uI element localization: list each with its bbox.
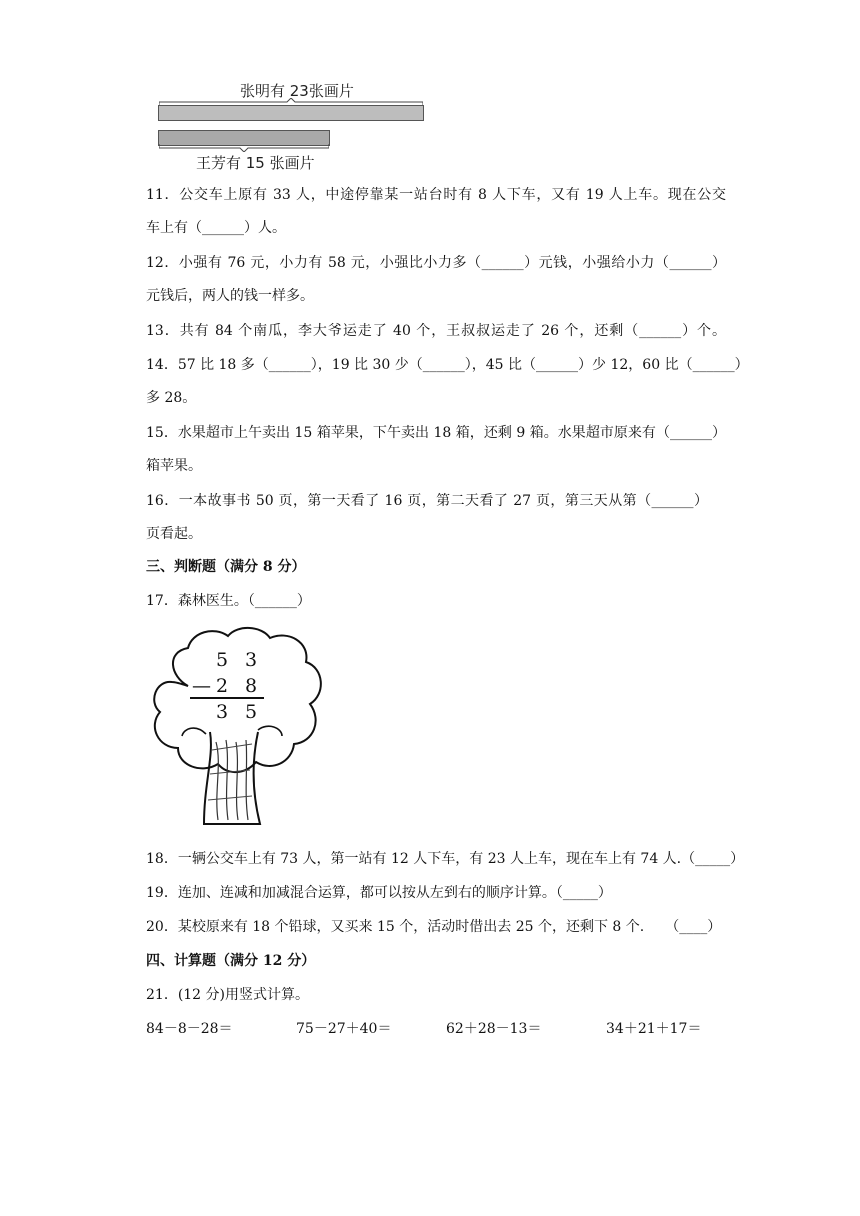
question-16-line-2: 页看起。 [146,526,202,542]
question-20: 20．某校原来有 18 个铅球，又买来 15 个，活动时借出去 25 个，还剩下 8 个. （____） [146,919,722,935]
question-11-line-1: 11．公交车上原有 33 人，中途停靠某一站台时有 8 人下车，又有 19 人上车。现在公交 [146,187,726,203]
bar-zhangming [158,105,424,121]
question-21: 21．(12 分)用竖式计算。 [146,987,310,1003]
tree-digit-r2-2: 8 [245,675,258,697]
tree-minus-sign: — [192,675,211,697]
question-15-line-1: 15．水果超市上午卖出 15 箱苹果，下午卖出 18 箱，还剩 9 箱。水果超市原来有（______） [146,425,726,441]
question-15-line-2: 箱苹果。 [146,458,202,474]
section-4-title: 四、计算题（满分 12 分） [146,953,316,969]
question-16-line-1: 16．一本故事书 50 页，第一天看了 16 页，第二天看了 27 页，第三天从第（______） [146,493,708,509]
equation-1: 84－8－28＝ [146,1021,233,1037]
tree-digit-r1-2: 3 [245,649,258,671]
equation-4: 34＋21＋17＝ [606,1021,702,1037]
question-18: 18．一辆公交车上有 73 人，第一站有 12 人下车，有 23 人上车，现在车上有 74 人.（_____） [146,851,745,867]
bar-bottom-label: 王芳有 15 张画片 [196,154,315,172]
question-19: 19．连加、连减和加减混合运算，都可以按从左到右的顺序计算。（_____） [146,885,612,901]
tree-digit-r3-2: 5 [245,701,258,723]
question-11-line-2: 车上有（______）人。 [146,220,286,236]
bottom-brace [159,144,329,152]
section-3-title: 三、判断题（满分 8 分） [146,559,306,575]
question-12-line-1: 12．小强有 76 元，小力有 58 元，小强比小力多（______）元钱，小强给小力（______） [146,255,726,271]
question-14-line-1: 14．57 比 18 多（______），19 比 30 少（______），45 比（______）少 12，60 比（______） [146,357,749,373]
bar-top-label: 张明有 23张画片 [240,82,354,100]
question-17: 17．森林医生。（______） [146,593,311,609]
tree-illustration [148,624,326,828]
tree-digit-r3-1: 3 [216,701,229,723]
equation-3: 62＋28－13＝ [446,1021,542,1037]
bar-comparison-figure [150,78,440,174]
question-13: 13．共有 84 个南瓜，李大爷运走了 40 个，王叔叔运走了 26 个，还剩（______）个。 [146,323,726,339]
tree-digit-r1-1: 5 [216,649,229,671]
equation-2: 75－27＋40＝ [296,1021,392,1037]
tree-digit-r2-1: 2 [216,675,229,697]
question-12-line-2: 元钱后，两人的钱一样多。 [146,288,314,304]
question-14-line-2: 多 28。 [146,390,197,406]
